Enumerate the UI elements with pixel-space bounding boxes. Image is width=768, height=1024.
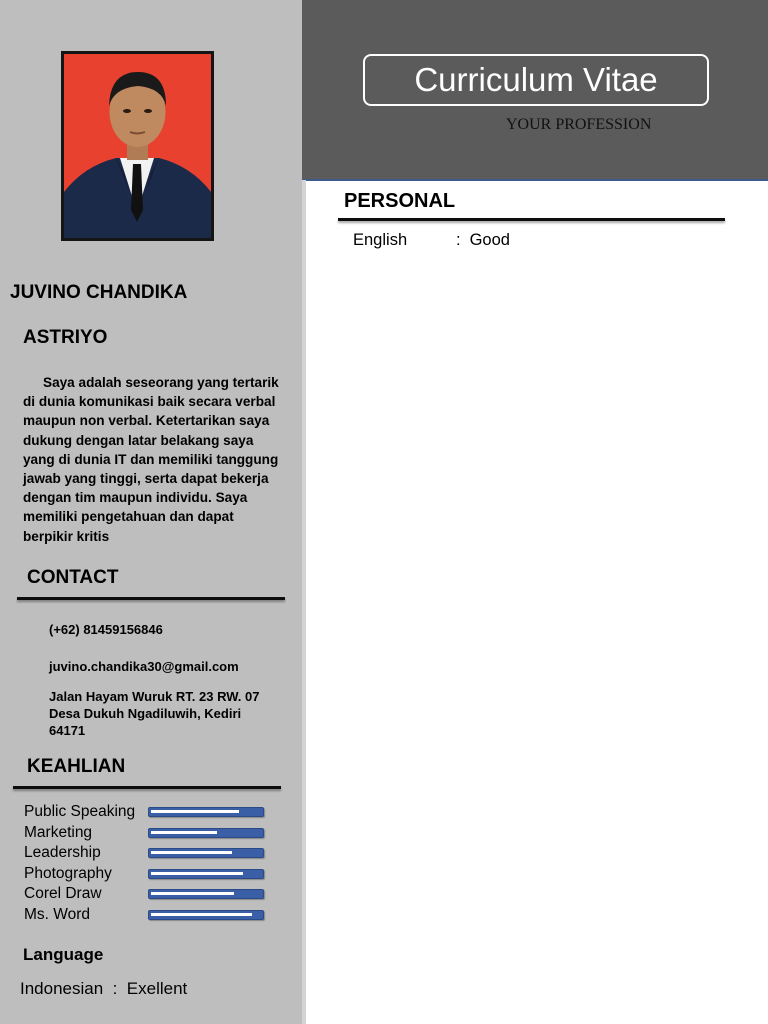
skill-fill: [151, 851, 232, 854]
about-text: Saya adalah seseorang yang tertarik di dunia komunikasi baik secara verbal maupun non verbal. Ketertarikan saya dukung dengan latar belakang saya yang di dunia IT dan memiliki tanggung jawab yang tinggi, serta dapat bekerja dengan tim maupun individu. Saya memiliki pengetahuan dan dapat berpikir kritis: [23, 375, 279, 544]
skills-list: [24, 802, 264, 925]
portrait-illustration: [64, 54, 211, 238]
skills-rule: [13, 786, 281, 789]
skill-row: [24, 905, 264, 926]
skill-name: Ms. Word: [24, 905, 91, 923]
skill-fill: [151, 913, 252, 916]
skill-fill: [151, 831, 217, 834]
skill-bar: [148, 910, 264, 920]
personal-rule: [338, 218, 725, 221]
skill-name: Public Speaking: [24, 803, 136, 821]
about-paragraph: [23, 373, 285, 546]
personal-row: [353, 231, 510, 250]
skill-name: Leadership: [24, 844, 101, 862]
profile-photo: [61, 51, 214, 241]
contact-phone: (+62) 81459156846: [49, 622, 163, 637]
skill-row: [24, 884, 264, 905]
language-heading: Language: [23, 945, 104, 964]
name-last: ASTRIYO: [23, 327, 108, 348]
skill-fill: [151, 892, 234, 895]
skill-bar: [148, 828, 264, 838]
header-border: [302, 179, 768, 181]
personal-separator: :: [456, 231, 461, 249]
contact-email: juvino.chandika30@gmail.com: [49, 659, 239, 674]
cv-title: Curriculum Vitae: [363, 54, 709, 106]
column-divider: [302, 180, 306, 1024]
name-first: JUVINO CHANDIKA: [10, 282, 188, 303]
skill-bar: [148, 869, 264, 879]
skill-row: [24, 823, 264, 844]
skill-row: [24, 864, 264, 885]
personal-heading: PERSONAL: [344, 190, 456, 212]
skills-heading: KEAHLIAN: [27, 756, 126, 777]
contact-heading: CONTACT: [27, 567, 119, 588]
skill-row: [24, 843, 264, 864]
contact-address-line2: Desa Dukuh Ngadiluwih, Kediri: [49, 706, 242, 721]
skill-bar: [148, 807, 264, 817]
skill-fill: [151, 810, 239, 813]
contact-address-line1: Jalan Hayam Wuruk RT. 23 RW. 07: [49, 689, 260, 704]
personal-value: Good: [469, 231, 510, 249]
sidebar: [0, 0, 302, 1024]
profession-subtitle: YOUR PROFESSION: [506, 116, 652, 133]
skill-name: Photography: [24, 864, 112, 882]
skill-bar: [148, 848, 264, 858]
skill-row: [24, 802, 264, 823]
header-banner: [302, 0, 768, 179]
contact-address-line3: 64171: [49, 723, 86, 738]
skill-bar: [148, 889, 264, 899]
skill-name: Corel Draw: [24, 885, 102, 903]
personal-label: English: [353, 231, 408, 249]
skill-name: Marketing: [24, 823, 93, 841]
skill-fill: [151, 872, 243, 875]
contact-rule: [17, 597, 285, 600]
language-value: Indonesian : Exellent: [20, 979, 188, 998]
